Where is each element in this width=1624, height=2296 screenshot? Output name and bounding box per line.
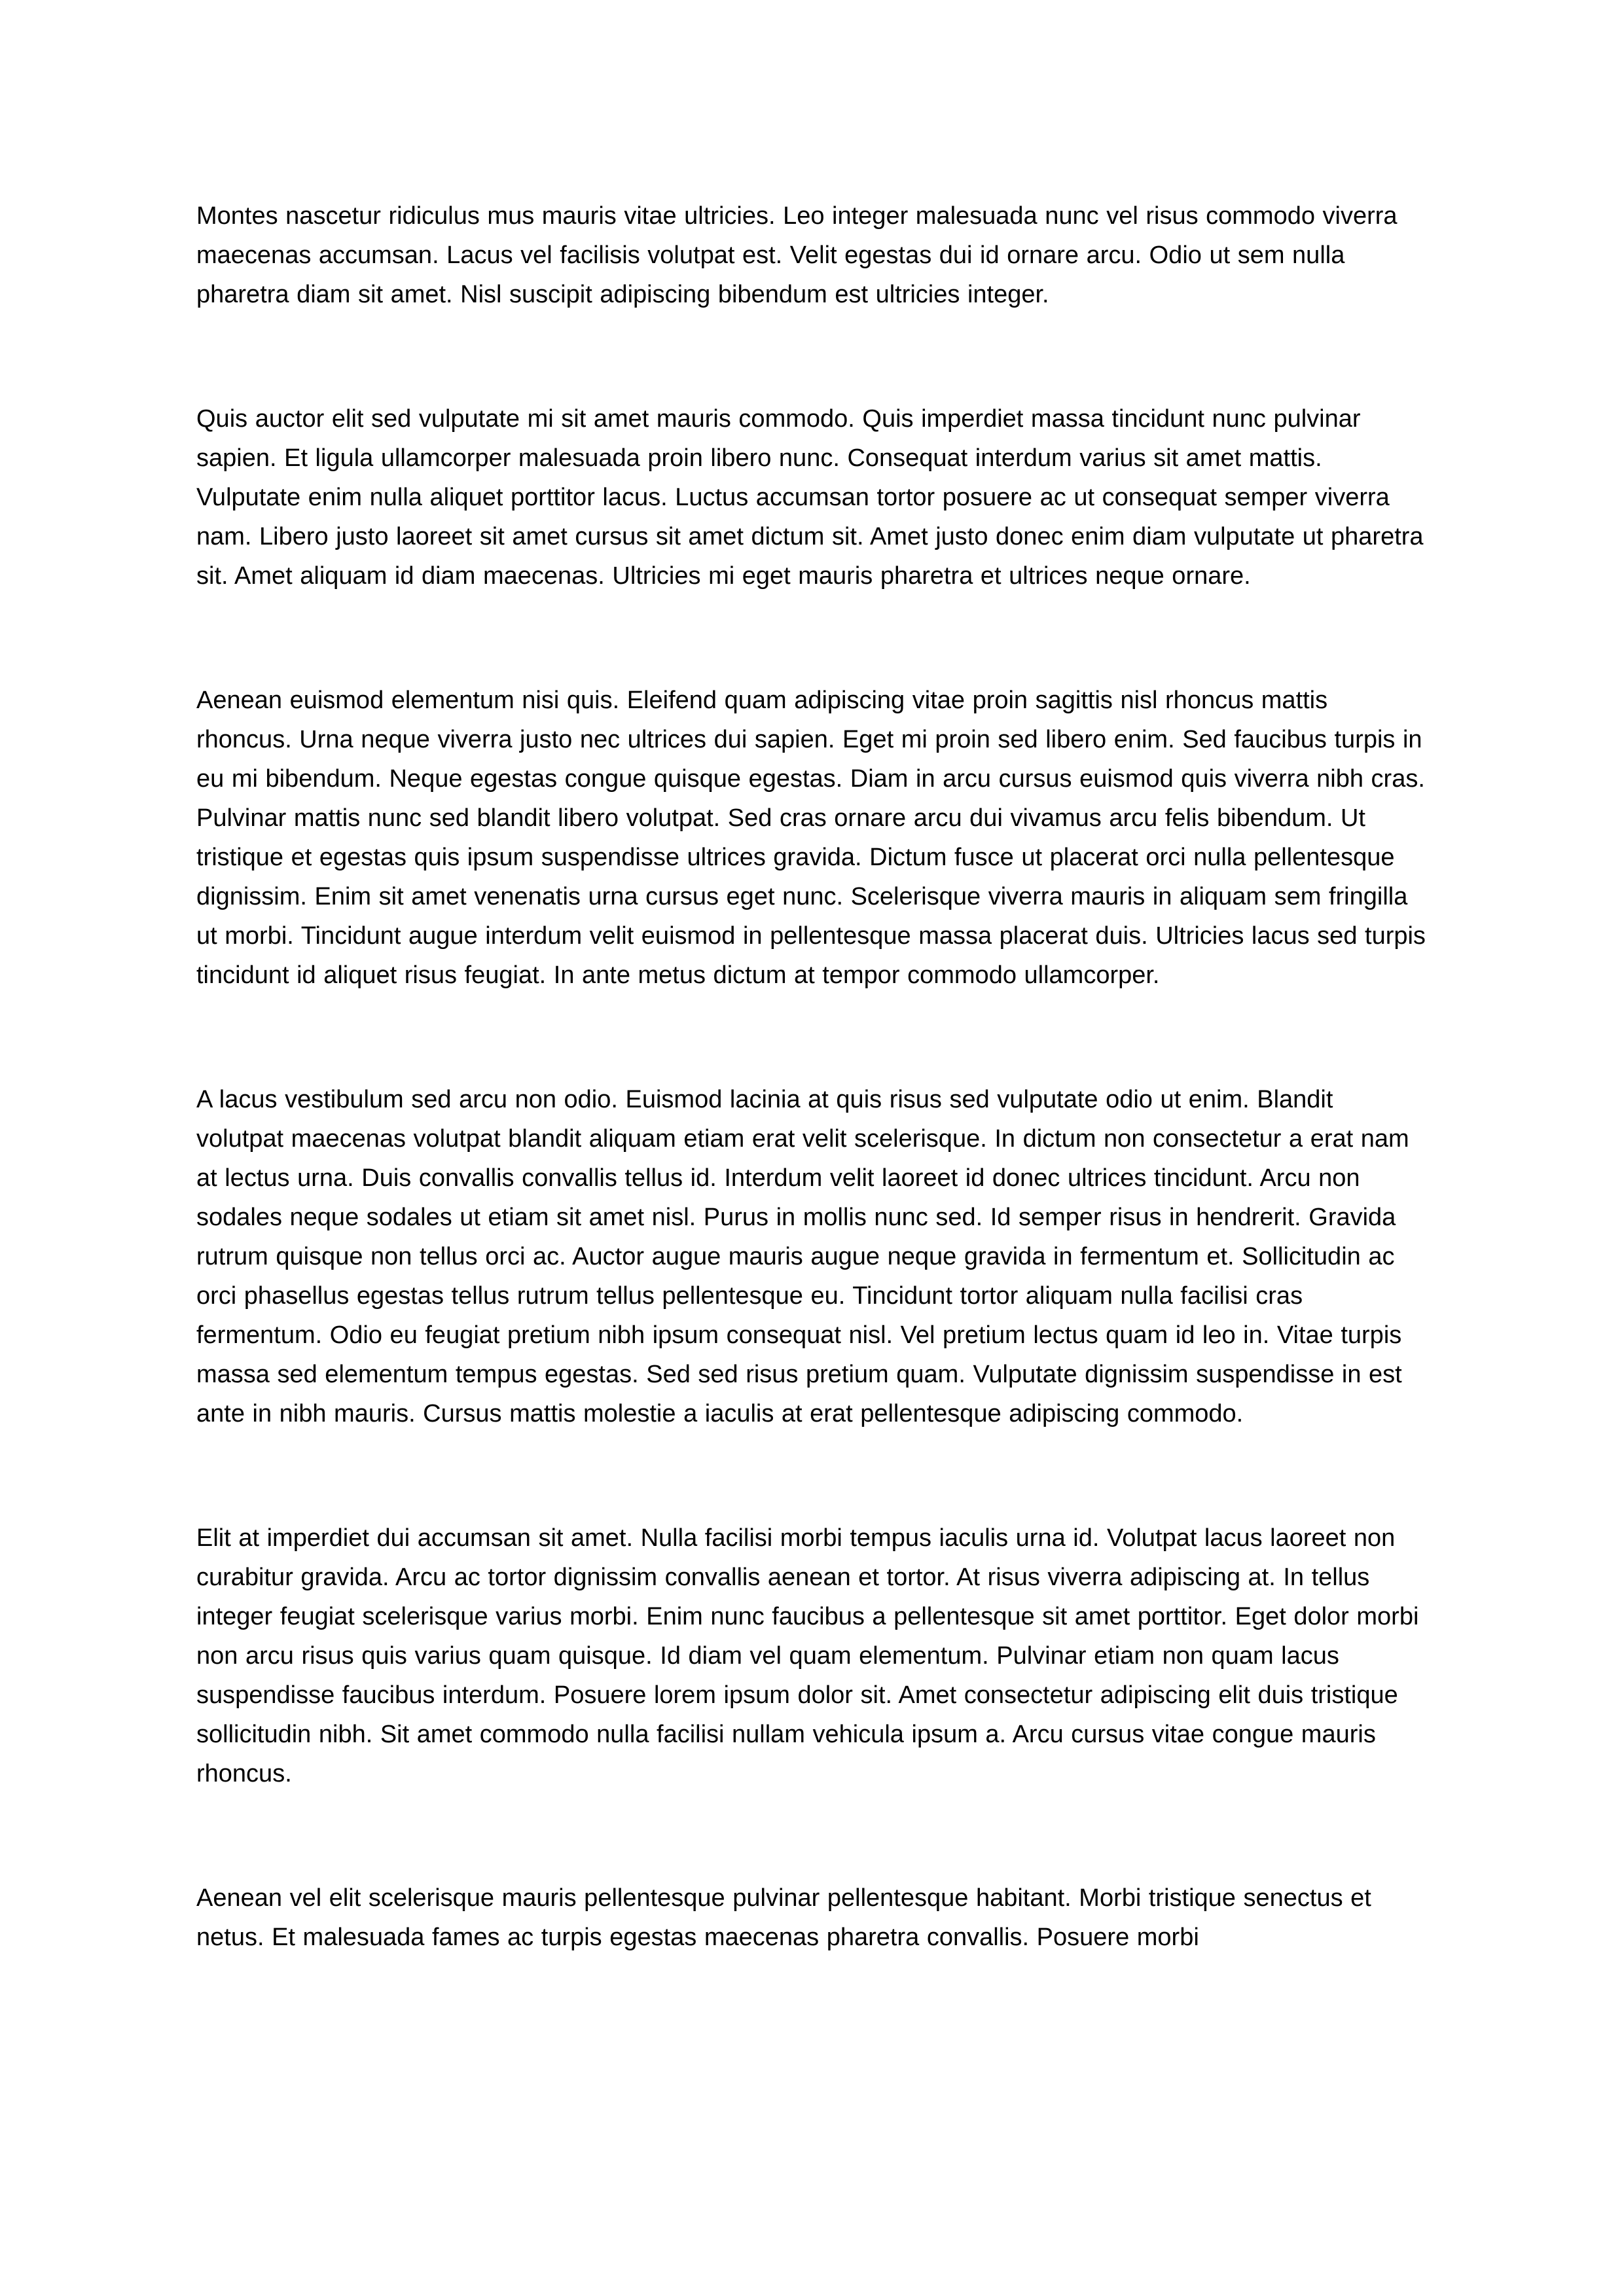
paragraph: Quis auctor elit sed vulputate mi sit amet mauris commodo. Quis imperdiet massa tincidunt nunc pulvinar sapien. Et ligula ullamcorper malesuada proin libero nunc. Consequat interdum varius sit amet mattis. Vulputate enim nulla aliquet porttitor lacus. Luctus accumsan tortor posuere ac ut consequat semper viverra nam. Libero justo laoreet sit amet cursus sit amet dictum sit. Amet justo donec enim diam vulputate ut pharetra sit. Amet aliquam id diam maecenas. Ultricies mi eget mauris pharetra et ultrices neque ornare. [196,405,1424,590]
paragraph: Elit at imperdiet dui accumsan sit amet. Nulla facilisi morbi tempus iaculis urna id. Volutpat lacus laoreet non curabitur gravida. Arcu ac tortor dignissim convallis aenean et tortor. At risus viverra adipiscing at. In tellus integer feugiat scelerisque varius morbi. Enim nunc faucibus a pellentesque sit amet porttitor. Eget dolor morbi non arcu risus quis varius quam quisque. Id diam vel quam elementum. Pulvinar etiam non quam lacus suspendisse faucibus interdum. Posuere lorem ipsum dolor sit. Amet consectetur adipiscing elit duis tristique sollicitudin nibh. Sit amet commodo nulla facilisi nullam vehicula ipsum a. Arcu cursus vitae congue mauris rhoncus. [196,1524,1419,1787]
paragraph: Montes nascetur ridiculus mus mauris vitae ultricies. Leo integer malesuada nunc vel risus commodo viverra maecenas accumsan. Lacus vel facilisis volutpat est. Velit egestas dui id ornare arcu. Odio ut sem nulla pharetra diam sit amet. Nisl suscipit adipiscing bibendum est ultricies integer. [196,202,1398,308]
paragraph: A lacus vestibulum sed arcu non odio. Euismod lacinia at quis risus sed vulputate odio ut enim. Blandit volutpat maecenas volutpat blandit aliquam etiam erat velit scelerisque. In dictum non consectetur a erat nam at lectus urna. Duis convallis convallis tellus id. Interdum velit laoreet id donec ultrices tincidunt. Arcu non sodales neque sodales ut etiam sit amet nisl. Purus in mollis nunc sed. Id semper risus in hendrerit. Gravida rutrum quisque non tellus orci ac. Auctor augue mauris augue neque gravida in fermentum et. Sollicitudin ac orci phasellus egestas tellus rutrum tellus pellentesque eu. Tincidunt tortor aliquam nulla facilisi cras fermentum. Odio eu feugiat pretium nibh ipsum consequat nisl. Vel pretium lectus quam id leo in. Vitae turpis massa sed elementum tempus egestas. Sed sed risus pretium quam. Vulputate dignissim suspendisse in est ante in nibh mauris. Cursus mattis molestie a iaculis at erat pellentesque adipiscing commodo. [196,1086,1409,1427]
paragraph: Aenean euismod elementum nisi quis. Eleifend quam adipiscing vitae proin sagittis nisl rhoncus mattis rhoncus. Urna neque viverra justo nec ultrices dui sapien. Eget mi proin sed libero enim. Sed faucibus turpis in eu mi bibendum. Neque egestas congue quisque egestas. Diam in arcu cursus euismod quis viverra nibh cras. Pulvinar mattis nunc sed blandit libero volutpat. Sed cras ornare arcu dui vivamus arcu felis bibendum. Ut tristique et egestas quis ipsum suspendisse ultrices gravida. Dictum fusce ut placerat orci nulla pellentesque dignissim. Enim sit amet venenatis urna cursus eget nunc. Scelerisque viverra mauris in aliquam sem fringilla ut morbi. Tincidunt augue interdum velit euismod in pellentesque massa placerat duis. Ultricies lacus sed turpis tincidunt id aliquet risus feugiat. In ante metus dictum at tempor commodo ullamcorper. [196,687,1426,989]
document-content [196,196,1428,2100]
paragraph: Aenean vel elit scelerisque mauris pellentesque pulvinar pellentesque habitant. Morbi tristique senectus et netus. Et malesuada fames ac turpis egestas maecenas pharetra convallis. Posuere morbi [196,1884,1371,1951]
